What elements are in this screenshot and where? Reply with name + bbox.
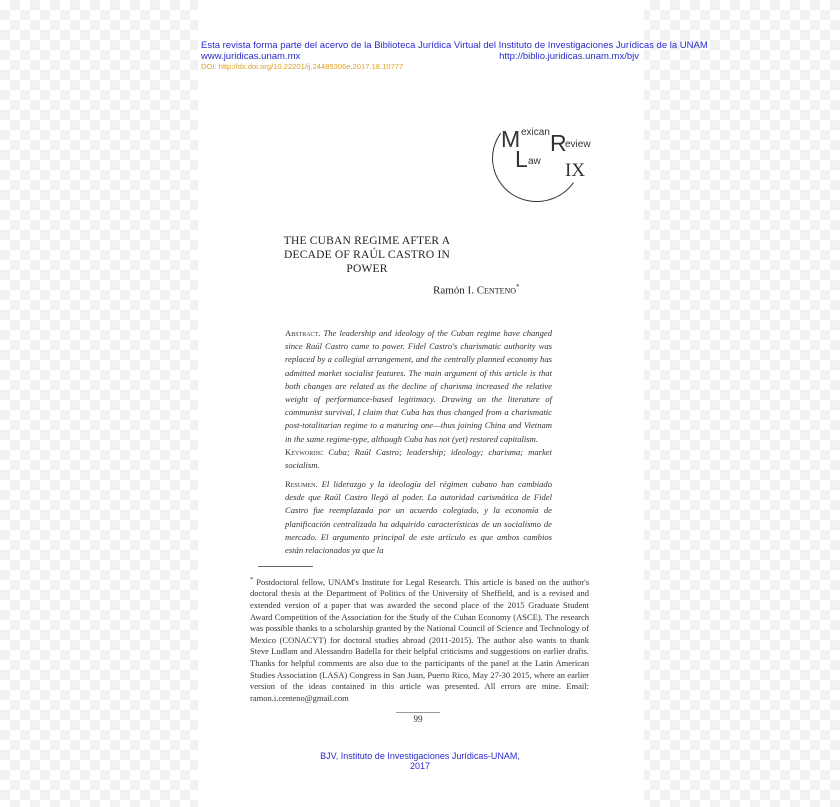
author-footnote-mark[interactable]: *	[516, 283, 520, 291]
abstract-text: The leadership and ideology of the Cuban regime have changed since Raúl Castro came to power. Fidel Castro's charismatic authority was replaced by a collegial arrangement, and the centrally planned economy has admitted market socialist features. The main argument of this article is that both changes are related as the decline of charisma increased the relative weight of performance-based legitimacy. Drawing on the literature of communist survival, I claim that Cuba has thus changed from a charismatic post-totalitarian regime to a maturing one—thus joining China and Vietnam in the same regime-type, although Cuba has not (yet) restored capitalism.	[285, 328, 552, 444]
doi-link[interactable]: DOI: http://dx.doi.org/10.22201/ij.24485306e.2017.18.10777	[201, 62, 404, 71]
keywords-paragraph	[285, 446, 552, 472]
header-collection-note: Esta revista forma parte del acervo de la Biblioteca Jurídica Virtual del Instituto de Investigaciones Jurídicas de la UNAM	[201, 40, 708, 51]
footer-line-1: BJV, Instituto de Investigaciones Jurídicas-UNAM,	[320, 751, 520, 761]
logo-letter-l: L	[515, 146, 528, 172]
footnote-text: Postdoctoral fellow, UNAM's Institute for Legal Research. This article is based on the author's doctoral thesis at the Department of Politics of the University of Sheffield, and is a revised and extended version of a paper that was awarded the second place of the 2015 Graduate Student Award Competition of the Association for the Study of the Cuban Economy (ASCE). The research was possible thanks to a scholarship granted by the National Council of Science and Technology of Mexico (CONACYT) for doctoral studies abroad (2011-2015). The author also wants to thank Steve Ludlam and Alessandro Badella for their helpful criticisms and suggestions on earlier drafts. Thanks for helpful comments are also due to the participants of the panel at the Latin American Studies Association (LASA) Congress in San Juan, Puerto Rico, May 27-30 2015, where an earlier version of the ideas contained in this article was presented. All errors are mine. Email: ramon.i.centeno@gmail.com	[250, 576, 589, 703]
author-first-name: Ramón I.	[433, 284, 477, 297]
footnote-mark: *	[250, 576, 254, 583]
resumen-label: Resumen.	[285, 479, 318, 489]
footnote-divider	[258, 566, 313, 567]
logo-letter-r: R	[550, 130, 567, 156]
page-number: 99	[396, 712, 440, 724]
resumen-text: El liderazgo y la ideología del régimen cubano han cambiado desde que Raúl Castro llegó al poder. La autoridad carismática de Fidel Castro fue reemplazada por un acuerdo colegiado, y la economía de planificación centralizada ha adquirido características de un socialismo de mercado. El argumento principal de este artículo es que ambos cambios están relacionados ya que la	[285, 479, 552, 556]
footer-line-2: 2017	[409, 761, 431, 771]
article-author	[433, 283, 520, 297]
footnote	[250, 574, 589, 704]
header-site-link-left[interactable]: www.juridicas.unam.mx	[201, 51, 301, 62]
author-last-name: Centeno	[476, 284, 517, 297]
logo-word-exican: exican	[521, 127, 550, 138]
logo-volume-number: IX	[565, 160, 586, 181]
article-title: THE CUBAN REGIME AFTER A DECADE OF RAÚL CASTRO IN POWER	[283, 235, 451, 275]
resumen-paragraph	[285, 478, 552, 557]
logo-word-eview: eview	[565, 139, 591, 150]
footer-credit	[300, 751, 540, 771]
logo-word-aw: aw	[528, 156, 541, 167]
journal-logo	[497, 118, 592, 206]
keywords-text: Cuba; Raúl Castro; leadership; ideology; charisma; market socialism.	[285, 447, 552, 471]
keywords-label: Keywords:	[285, 447, 324, 457]
logo-letter-m: M	[501, 126, 521, 152]
abstract-paragraph	[285, 327, 552, 446]
header-site-link-right[interactable]: http://biblio.juridicas.unam.mx/bjv	[499, 51, 639, 62]
abstract-label: Abstract.	[285, 328, 321, 338]
